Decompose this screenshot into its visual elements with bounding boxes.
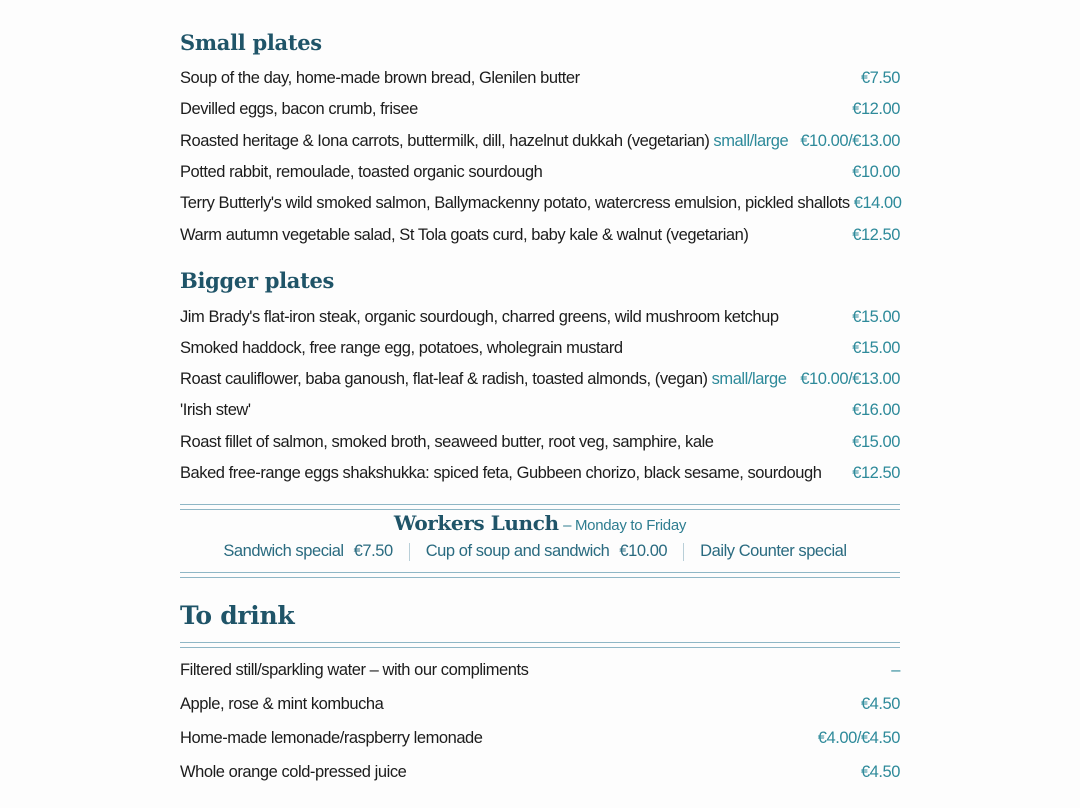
menu-item <box>180 759 900 785</box>
menu-item <box>180 725 900 751</box>
item-description: Roast fillet of salmon, smoked broth, seaweed butter, root veg, samphire, kale <box>180 432 714 451</box>
item-description: Jim Brady's flat-iron steak, organic sourdough, charred greens, wild mushroom ketchup <box>180 307 779 326</box>
workers-item-price: €10.00 <box>619 542 668 560</box>
menu-item <box>180 190 900 216</box>
item-description: Baked free-range eggs shakshukka: spiced feta, Gubbeen chorizo, black sesame, sourdough <box>180 463 822 482</box>
item-description: Whole orange cold-pressed juice <box>180 762 407 781</box>
item-description: Potted rabbit, remoulade, toasted organic sourdough <box>180 162 543 181</box>
menu-item <box>180 429 900 455</box>
workers-lunch-item <box>207 542 408 561</box>
workers-lunch-item <box>684 542 872 561</box>
item-price: €7.50 <box>860 68 900 87</box>
item-description: Filtered still/sparkling water – with our compliments <box>180 660 529 679</box>
menu-item <box>180 96 900 122</box>
workers-lunch-heading: Workers Lunch <box>393 511 559 535</box>
item-price: €4.50 <box>860 694 900 713</box>
workers-item-label: Cup of soup and sandwich <box>425 542 610 560</box>
item-size-tag: small/large <box>713 131 789 150</box>
item-description: Warm autumn vegetable salad, St Tola goats curd, baby kale & walnut (vegetarian) <box>180 225 749 244</box>
item-description: 'Irish stew' <box>180 400 251 419</box>
menu-item <box>180 304 900 330</box>
menu-item <box>180 657 900 683</box>
item-description: Home-made lemonade/raspberry lemonade <box>180 728 483 747</box>
workers-lunch-items <box>180 542 900 561</box>
item-description: Devilled eggs, bacon crumb, frisee <box>180 99 418 118</box>
item-price: €12.50 <box>852 225 900 244</box>
divider-double-rule <box>180 642 900 648</box>
section-title-bigger-plates: Bigger plates <box>180 268 335 293</box>
menu-item <box>180 128 900 154</box>
divider-double-rule <box>180 572 900 578</box>
workers-lunch-title <box>180 511 900 535</box>
item-description: Roast cauliflower, baba ganoush, flat-leaf & radish, toasted almonds, (vegan) <box>180 369 708 388</box>
item-price: €10.00 <box>852 162 900 181</box>
item-description: Smoked haddock, free range egg, potatoes, wholegrain mustard <box>180 338 623 357</box>
menu-item <box>180 159 900 185</box>
item-description: Terry Butterly's wild smoked salmon, Ballymackenny potato, watercress emulsion, pickled shallots <box>180 193 850 212</box>
item-price: €16.00 <box>852 400 900 419</box>
item-description: Apple, rose & mint kombucha <box>180 694 384 713</box>
item-price: €10.00/€13.00 <box>800 369 900 388</box>
item-price: €14.00 <box>853 193 902 212</box>
item-price: €12.50 <box>852 463 900 482</box>
item-price: €12.00 <box>852 99 900 118</box>
menu-item <box>180 366 900 392</box>
item-price: €10.00/€13.00 <box>800 131 900 150</box>
item-price: €4.00/€4.50 <box>817 728 900 747</box>
workers-item-price: €7.50 <box>353 542 393 560</box>
item-price: €15.00 <box>852 432 900 451</box>
workers-item-label: Sandwich special <box>223 542 344 560</box>
item-size-tag: small/large <box>711 369 787 388</box>
workers-lunch-item <box>410 542 683 561</box>
item-price: €4.50 <box>860 762 900 781</box>
workers-item-label: Daily Counter special <box>700 542 847 560</box>
menu-item <box>180 460 900 486</box>
item-description: Roasted heritage & Iona carrots, buttermilk, dill, hazelnut dukkah (vegetarian) <box>180 131 710 150</box>
menu-item <box>180 222 900 248</box>
menu-item <box>180 397 900 423</box>
item-price: €15.00 <box>852 307 900 326</box>
item-price: – <box>891 660 900 679</box>
menu-item <box>180 691 900 717</box>
divider-double-rule <box>180 504 900 510</box>
workers-lunch-subtitle: – Monday to Friday <box>563 517 687 534</box>
section-title-small-plates: Small plates <box>180 30 322 55</box>
item-price: €15.00 <box>852 338 900 357</box>
item-description: Soup of the day, home-made brown bread, Glenilen butter <box>180 68 580 87</box>
menu-item <box>180 335 900 361</box>
menu-item <box>180 65 900 91</box>
section-title-to-drink: To drink <box>180 601 295 630</box>
